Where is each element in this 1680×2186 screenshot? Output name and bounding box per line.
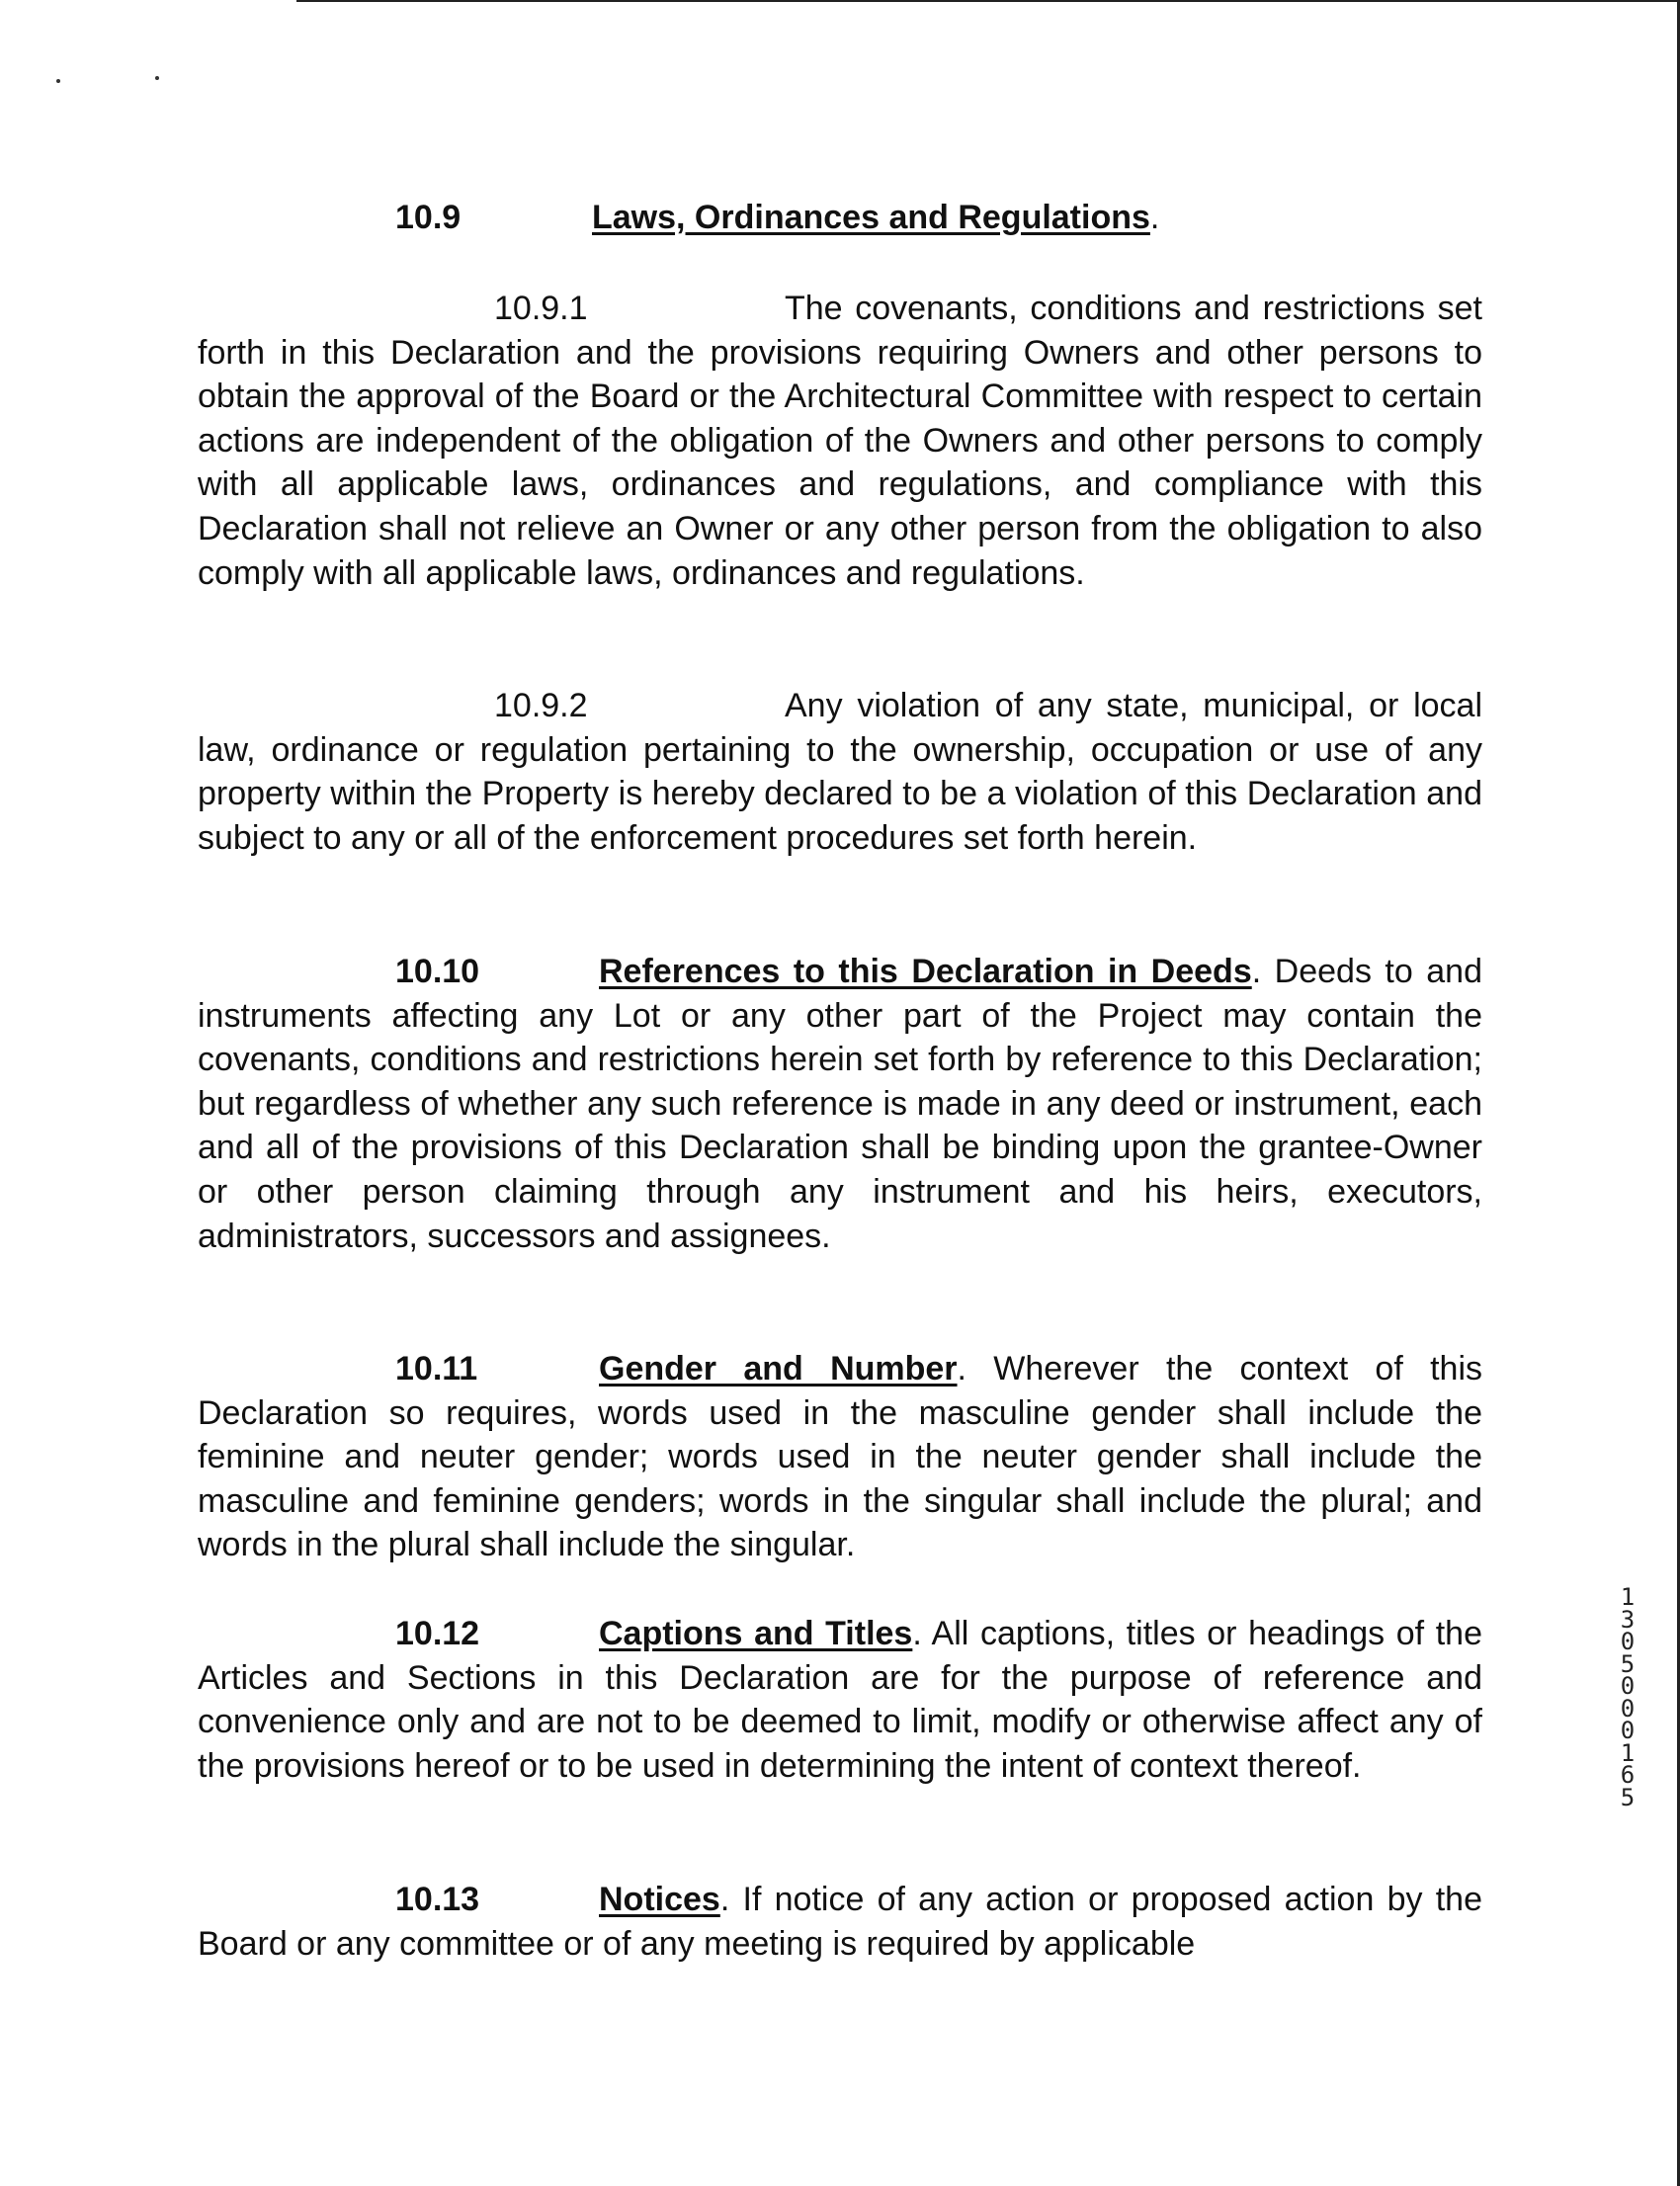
paragraph-10-9-2 [198,684,1482,860]
section-number: 10.12 [395,1615,480,1652]
section-title: Laws, Ordinances and Regulations [592,199,1150,236]
paragraph-text: The covenants, conditions and restrictions set forth in this Declaration and the provisions requiring Owners and other persons to obtain the approval of the Board or the Architectural Committee with respect to certain actions are independent of the obligation of the Owners and other persons to comply with all applicable laws, ordinances and regulations, and compliance with this Declaration shall not relieve an Owner or any other person from the obligation to also comply with all applicable laws, ordinances and regulations. [198,290,1482,592]
paragraph-text: . Wherever the context of this Declaration so requires, words used in the masculine gender shall include the feminine and neuter gender; words used in the neuter gender shall include the masculine and feminine genders; words in the singular shall include the plural; and words in the plural shall include the singular. [198,1350,1482,1564]
subsection-number: 10.9.2 [494,687,588,724]
section-number: 10.11 [395,1350,478,1387]
margin-stamp: 13050 00165 [1620,1583,1636,1811]
subsection-number: 10.9.1 [494,290,588,327]
section-number: 10.13 [395,1881,480,1918]
title-punctuation: . [1149,199,1160,236]
scan-speck [56,79,60,83]
section-10-13 [198,1878,1482,1966]
section-heading-10-9 [0,196,1680,239]
section-title-wrap [592,196,1159,239]
paragraph-text: . If notice of any action or proposed action by the Board or any committee or of any meeting is required by applicable [198,1881,1482,1963]
section-title: References to this Declaration in Deeds [599,953,1252,990]
section-number: 10.9 [395,199,462,236]
section-title: Gender and Number [599,1350,958,1387]
section-10-10 [198,950,1482,1258]
section-title: Notices [599,1881,720,1918]
paragraph-text: Any violation of any state, municipal, or local law, ordinance or regulation pertaining to the ownership, occupation or use of any property within the Property is hereby declared to be a violation of this Declaration and subject to any or all of the enforcement procedures set forth herein. [198,687,1482,857]
scan-speck [155,76,159,80]
paragraph-text: . All captions, titles or headings of the Articles and Sections in this Declaration are for the purpose of reference and convenience only and are not to be deemed to limit, modify or otherwise affect any of the provisions hereof or to be used in determining the intent of context thereof. [198,1615,1482,1785]
paragraph-10-9-1 [198,287,1482,595]
paragraph-text: . Deeds to and instruments affecting any Lot or any other part of the Project may contain the covenants, conditions and restrictions herein set forth by reference to this Declaration; but regardless of whether any such reference is made in any deed or instrument, each and all of the provisions of this Declaration shall be binding upon the grantee-Owner or other person claiming through any instrument and his heirs, executors, administrators, successors and assignees. [198,953,1482,1255]
section-10-11 [198,1347,1482,1567]
scan-top-border [296,0,1680,2]
section-title: Captions and Titles [599,1615,913,1652]
section-number: 10.10 [395,953,480,990]
section-10-12 [198,1612,1482,1788]
